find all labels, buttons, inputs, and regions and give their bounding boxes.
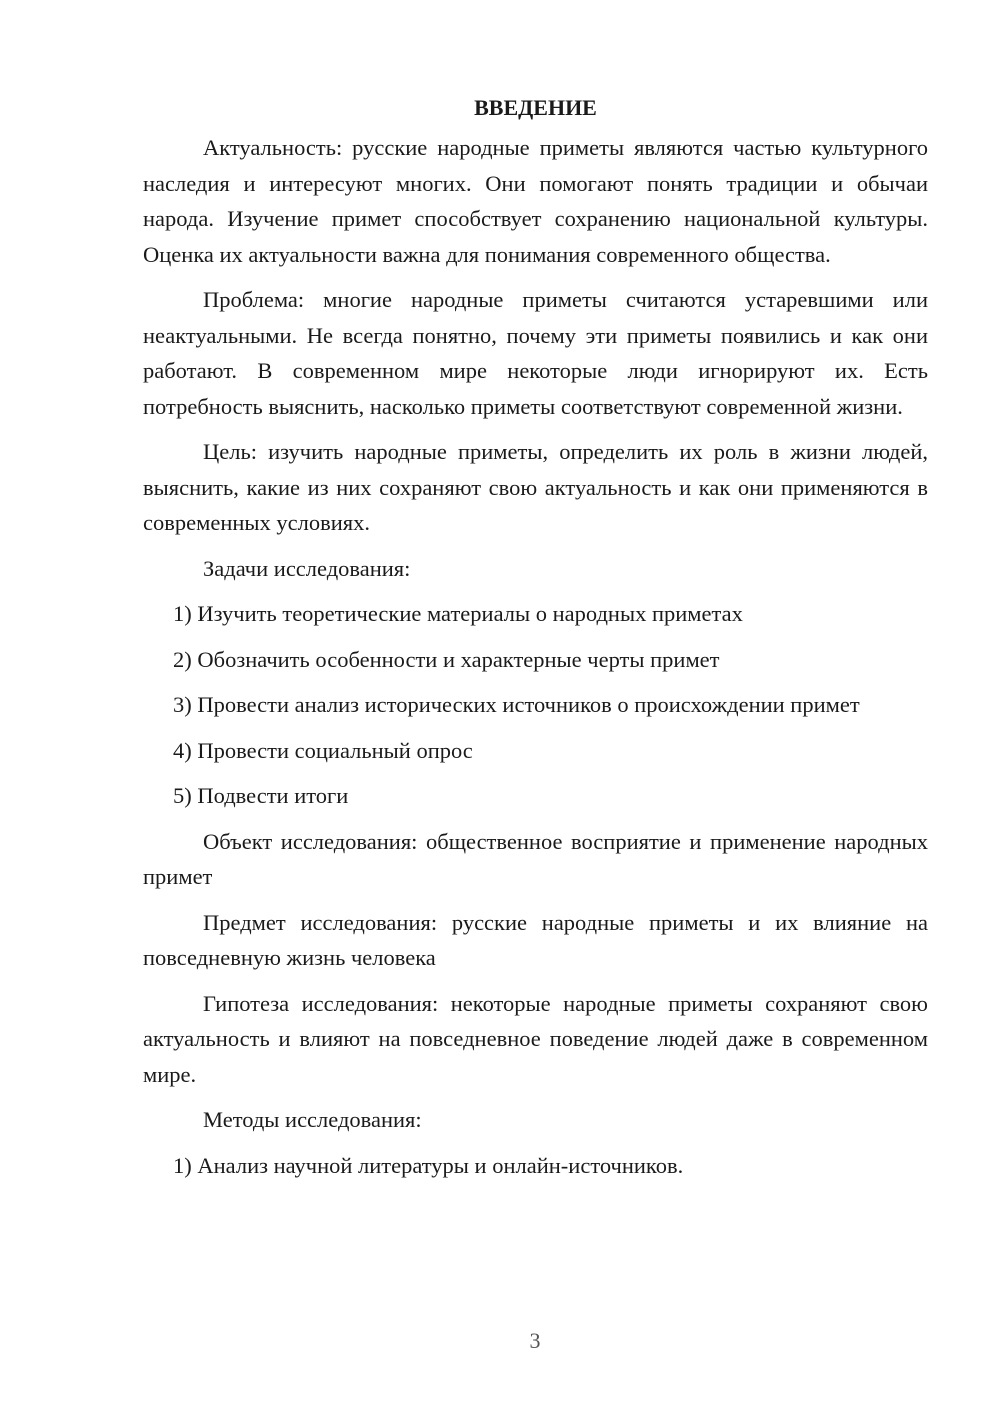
- method-item-1: 1) Анализ научной литературы и онлайн-источников.: [173, 1152, 684, 1178]
- tasks-heading: Задачи исследования:: [203, 555, 411, 581]
- document-page: [143, 90, 928, 1193]
- page-number: 3: [529, 1328, 541, 1353]
- task-item-5: 5) Подвести итоги: [173, 783, 349, 808]
- paragraph-subject: Предмет исследования: русские народные приметы и их влияние на повседневную жизнь человека: [143, 909, 928, 970]
- page-title: ВВЕДЕНИЕ: [474, 95, 597, 120]
- paragraph-problem: Проблема: многие народные приметы считаются устаревшими или неактуальными. Не всегда понятно, почему эти приметы появились и как они работают. В современном мире некоторые люди игнорируют их. Есть потребность выяснить, насколько приметы соответствуют современной жизни.: [143, 287, 928, 419]
- task-item-3: 3) Провести анализ исторических источников о происхождении примет: [173, 692, 860, 717]
- paragraph-object: Объект исследования: общественное восприятие и применение народных примет: [143, 828, 928, 889]
- paragraph-goal: Цель: изучить народные приметы, определить их роль в жизни людей, выяснить, какие из них сохраняют свою актуальность и как они применяются в современных условиях.: [143, 439, 928, 535]
- task-item-1: 1) Изучить теоретические материалы о народных приметах: [173, 601, 743, 626]
- task-item-2: 2) Обозначить особенности и характерные черты примет: [173, 646, 720, 672]
- methods-heading: Методы исследования:: [203, 1107, 422, 1132]
- paragraph-relevance: Актуальность: русские народные приметы являются частью культурного наследия и интересуют многих. Они помогают понять традиции и обычаи народа. Изучение примет способствует сохранению национальной культуры. Оценка их актуальности важна для понимания современного общества.: [143, 135, 928, 267]
- paragraph-hypothesis: Гипотеза исследования: некоторые народные приметы сохраняют свою актуальность и влияют на повседневное поведение людей даже в современном мире.: [143, 990, 928, 1087]
- task-item-4: 4) Провести социальный опрос: [173, 737, 473, 763]
